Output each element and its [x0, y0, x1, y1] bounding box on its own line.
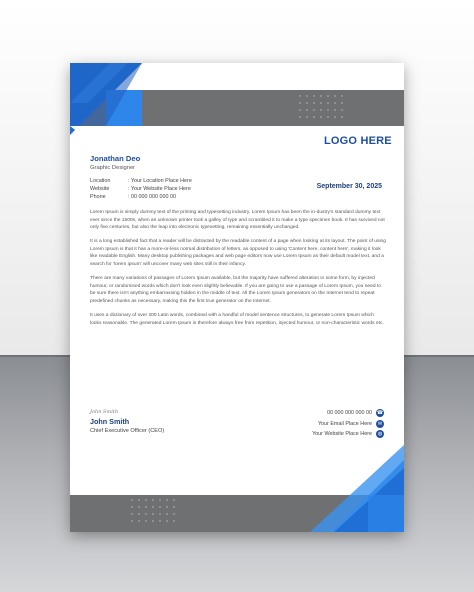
letter-date: September 30, 2025 [316, 183, 382, 190]
body-paragraph-3: There are many variations of passages of Lorem Ipsum available, but the majority have suffered alteration in some form, by injected humour, or randomised words which don't look even slightly believable. If you are going to use a passage of Lorem Ipsum, you need to be sure there isn't anything embarrassing hidden in the middle of text. All the Lorem Ipsum generators on the Internet tend to repeat predefined chunks as necessary, making this the first true generator on the Internet. [90, 276, 382, 304]
body-paragraph-1: Lorem Ipsum is simply dummy text of the printing and typesetting industry. Lorem Ipsum has been the in-dustry's standard dummy text ever since the 1500s, when an unknown printer took a galley of type and scrambled it to make a type specimen book. It has survived not only five centuries, but also the leap into electronic typesetting, remaining essentially unchanged. [90, 210, 385, 231]
sender-title: Graphic Designer [90, 165, 136, 171]
logo-accent-text: HERE [360, 135, 392, 147]
sender-name: Jonathan Deo [90, 154, 141, 163]
footer-contact-list [312, 408, 384, 440]
sender-phone-row [90, 193, 192, 201]
sender-website-row [90, 185, 192, 193]
body-paragraph-4: It uses a dictionary of over 200 Latin words, combined with a handful of model sentence structures, to generate Lorem Ipsum which looks reasonable. The generated Lorem Ipsum is therefore always free from repetition, injected humour, or non-characteristic words etc. [90, 313, 384, 326]
footer-website-text: Your Website Place Here [312, 431, 372, 438]
signature-block [90, 409, 164, 434]
footer-phone-text: 00 000 000 000 00 [327, 410, 372, 417]
location-value: : Your Location Place Here [128, 178, 192, 184]
signatory-name: John Smith [90, 417, 130, 426]
signatory-title: Chief Executive Officer (CEO) [90, 428, 165, 434]
phone-value: : 00 000 000 000 00 [128, 194, 176, 200]
sender-location-row [90, 177, 192, 185]
handwritten-signature: John Smith [90, 409, 119, 415]
phone-icon: ☎ [376, 410, 384, 417]
logo-main-text: LOGO [324, 135, 358, 147]
body-paragraph-2: It is a long established fact that a reader will be distracted by the readable content of a page when looking at its layout. The point of using Lorem Ipsum is that it has a more-or-less normal distribution of letters, as opposed to using 'Content here, content here', making it look like readable English. Many desktop publishing packages and web page editors now use Lorem Ipsum as their default model text, and a search for 'lorem ipsum' will uncover many web sites still in their infancy. [90, 239, 386, 268]
header-white-notch [70, 126, 142, 153]
globe-icon: ◍ [377, 431, 383, 438]
sender-contact-list [90, 177, 192, 201]
footer-email-row [312, 419, 384, 430]
website-label: Website [90, 186, 110, 192]
location-label: Location [90, 178, 111, 184]
website-value: : Your Website Place Here [128, 186, 191, 192]
footer-phone-row [312, 408, 384, 419]
footer-blue-square [368, 495, 404, 532]
sender-block [90, 154, 192, 201]
footer-website-row [312, 429, 384, 440]
letterhead-page [70, 63, 404, 532]
company-logo [324, 135, 392, 147]
email-icon: ✉ [377, 420, 383, 427]
phone-label: Phone [90, 194, 106, 200]
letter-body [90, 209, 386, 334]
footer-email-text: Your Email Place Here [317, 420, 372, 427]
